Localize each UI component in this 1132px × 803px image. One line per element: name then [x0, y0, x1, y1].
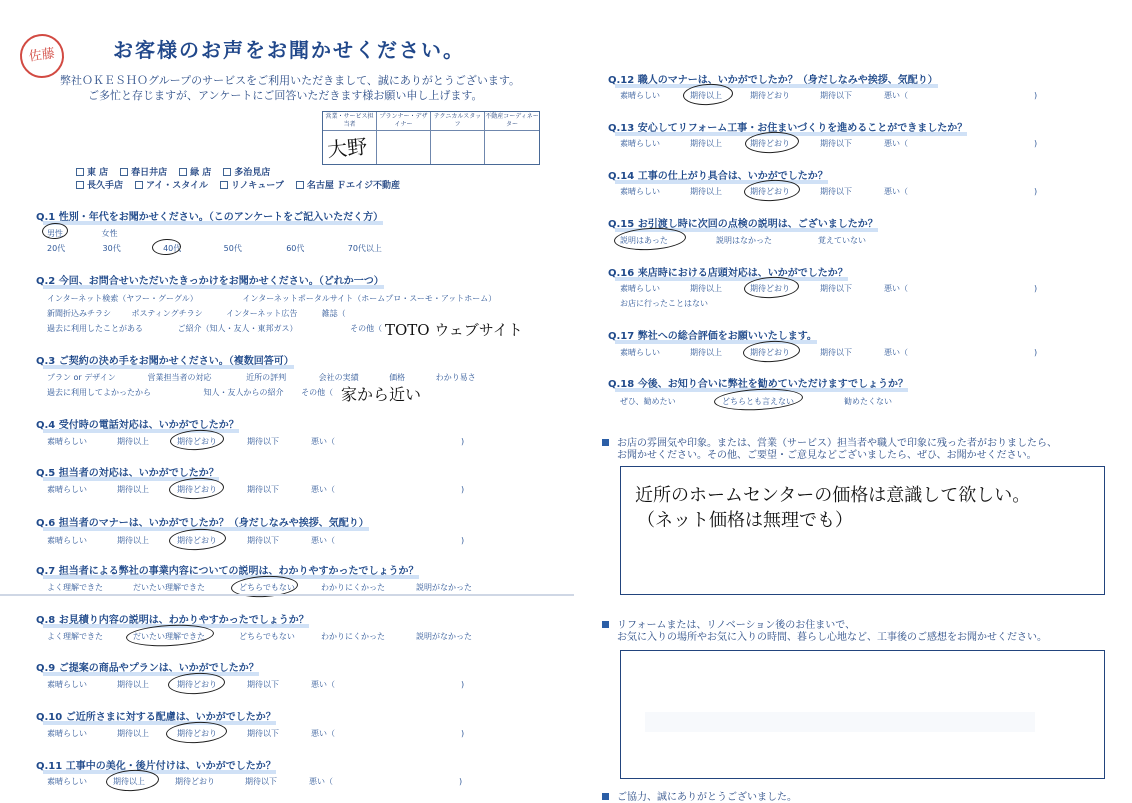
q13-options: [620, 138, 1037, 149]
q5-bad[interactable]: 悪い（: [311, 485, 335, 494]
store-i-style[interactable]: アイ・スタイル: [135, 180, 208, 193]
q16-label: Q.16 来店時における店頭対応は、いかがでしたか？: [608, 264, 848, 279]
staff-header-sales: 営業・サービス担当者: [323, 112, 377, 130]
q4-as-expected[interactable]: 期待どおり: [177, 437, 217, 446]
q18-no[interactable]: 勧めたくない: [844, 397, 892, 406]
q5-options: [47, 484, 464, 495]
q2-option-web-ad[interactable]: インターネット広告: [226, 309, 298, 318]
footer-bullet-icon: [602, 793, 609, 800]
q1-age-20[interactable]: 20代: [47, 244, 66, 253]
staff-cell-planner[interactable]: [377, 130, 431, 164]
q1-age-30[interactable]: 30代: [102, 244, 121, 253]
q2-options-row2: [47, 308, 346, 319]
seal-stamp: 佐藤: [17, 31, 67, 81]
q7-mostly-understood[interactable]: だいたい理解できた: [133, 583, 205, 592]
q4-close: ): [461, 437, 465, 446]
q9-label: Q.9 ご提案の商品やプランは、いかがでしたか？: [36, 659, 259, 674]
q2-option-past[interactable]: 過去に利用したことがある: [47, 324, 143, 333]
q1-option-male[interactable]: 男性: [47, 229, 63, 238]
q15-label: Q.15 お引渡し時に次回の点検の説明は、ございましたか？: [608, 215, 878, 230]
comment-box[interactable]: [620, 466, 1105, 595]
q10-above[interactable]: 期待以上: [117, 729, 149, 738]
reform-bullet-icon: [602, 621, 609, 628]
q16-close: ): [1034, 284, 1038, 293]
q8-mostly-understood[interactable]: だいたい理解できた: [133, 632, 205, 641]
q2-option-search[interactable]: インターネット検索（ヤフー・グーグル）: [47, 294, 198, 303]
q17-close: ): [1034, 348, 1038, 357]
q6-close: ): [461, 536, 465, 545]
q3-option-price[interactable]: 価格: [389, 373, 406, 382]
q14-label: Q.14 工事の仕上がり具合は、いかがでしたか？: [608, 167, 828, 182]
comment-bullet-icon: [602, 439, 609, 446]
q9-below[interactable]: 期待以下: [247, 680, 279, 689]
q16-options-extra: [620, 298, 708, 309]
q9-close: ): [461, 680, 465, 689]
faded-answer-area: [645, 712, 1035, 732]
q6-bad[interactable]: 悪い（: [311, 536, 335, 545]
q14-close: ): [1034, 187, 1038, 196]
q4-above[interactable]: 期待以上: [117, 437, 149, 446]
q5-excellent[interactable]: 素晴らしい: [47, 485, 87, 494]
q17-below[interactable]: 期待以下: [820, 348, 852, 357]
q1-option-female[interactable]: 女性: [101, 229, 118, 238]
q8-hard[interactable]: わかりにくかった: [321, 632, 385, 641]
q1-age-50[interactable]: 50代: [223, 244, 242, 253]
q14-excellent[interactable]: 素晴らしい: [620, 187, 660, 196]
q3-option-other[interactable]: その他（: [301, 388, 334, 397]
intro-line-1: 弊社ＯＫＥＳＨＯグループのサービスをご利用いただきまして、誠にありがとうございます。: [60, 74, 521, 87]
q16-below[interactable]: 期待以下: [820, 284, 852, 293]
q9-as-expected[interactable]: 期待どおり: [177, 680, 217, 689]
q13-label: Q.13 安心してリフォーム工事・お住まいづくりを進めることができましたか？: [608, 119, 967, 134]
q7-understood-well[interactable]: よく理解できた: [47, 583, 103, 592]
page-title: お客様のお声をお聞かせください。: [113, 38, 465, 62]
q6-as-expected[interactable]: 期待どおり: [177, 536, 217, 545]
q11-close: ): [459, 777, 463, 786]
store-nagoya-f-age[interactable]: 名古屋 Ｆエイジ不動産: [296, 180, 400, 193]
q13-close: ): [1034, 139, 1038, 148]
q3-option-sales-rep[interactable]: 営業担当者の対応: [147, 373, 212, 382]
q2-options-row3: [47, 323, 382, 334]
q2-option-referral[interactable]: ご紹介（知人・友人・東邦ガス）: [177, 324, 298, 333]
q12-below[interactable]: 期待以下: [820, 91, 852, 100]
q3-option-clarity[interactable]: わかり易さ: [435, 373, 476, 382]
staff-header-planner: プランナー・デザイナー: [377, 112, 431, 130]
q13-below[interactable]: 期待以下: [820, 139, 852, 148]
staff-signature: 大野: [326, 134, 369, 162]
q12-close: ): [1034, 91, 1038, 100]
q2-option-newspaper[interactable]: 新聞折込みチラシ: [47, 309, 111, 318]
intro-line-2: ご多忙と存じますが、アンケートにご回答いただきます様お願い申し上げます。: [88, 89, 483, 102]
q3-option-referral[interactable]: 知人・友人からの紹介: [203, 388, 284, 397]
q9-options: [47, 679, 464, 690]
q1-age-options: [47, 243, 382, 254]
q5-above[interactable]: 期待以上: [117, 485, 149, 494]
store-east[interactable]: 東 店: [76, 167, 108, 180]
q3-handwritten-answer: 家から近い: [341, 385, 422, 404]
comment-prompt: お店の雰囲気や印象。または、営業（サービス）担当者や職人で印象に残った者がおりましたら、 お聞かせください。その他、ご要望・ご意見などございましたら、ぜひ、お聞かせください。: [602, 438, 1057, 462]
q10-close: ): [461, 729, 465, 738]
q11-label: Q.11 工事中の美化・後片付けは、いかがでしたか？: [36, 757, 276, 772]
q14-above[interactable]: 期待以上: [690, 187, 722, 196]
q4-label: Q.4 受付時の電話対応は、いかがでしたか？: [36, 416, 239, 431]
store-kasugai[interactable]: 春日井店: [120, 167, 167, 180]
q10-options: [47, 728, 464, 739]
q1-label: Q.1 性別・年代をお聞かせください。（このアンケートをご記入いただく方）: [36, 208, 383, 223]
q9-bad[interactable]: 悪い（: [311, 680, 335, 689]
q10-below[interactable]: 期待以下: [247, 729, 279, 738]
q9-above[interactable]: 期待以上: [117, 680, 149, 689]
q2-option-posting[interactable]: ポスティングチラシ: [131, 309, 203, 318]
q18-neutral[interactable]: どちらとも言えない: [722, 397, 794, 406]
q14-bad[interactable]: 悪い（: [884, 187, 908, 196]
staff-cell-realestate[interactable]: [485, 130, 539, 164]
store-renocube[interactable]: リノキューブ: [220, 180, 284, 193]
store-midori[interactable]: 緑 店: [179, 167, 211, 180]
store-nagakute[interactable]: 長久手店: [76, 180, 123, 193]
q2-label: Q.2 今回、お問合せいただいたきっかけをお聞かせください。（どれか一つ）: [36, 272, 384, 287]
store-options: [76, 167, 400, 193]
q15-not-explained[interactable]: 説明はなかった: [716, 236, 772, 245]
q17-as-expected[interactable]: 期待どおり: [750, 348, 790, 357]
staff-header-tech: テクニカルスタッフ: [431, 112, 485, 130]
q6-options: [47, 535, 464, 546]
q15-do-not-remember[interactable]: 覚えていない: [818, 236, 866, 245]
comment-handwriting-line-2: （ネット価格は無理でも）: [637, 510, 853, 531]
q3-option-track-record[interactable]: 会社の実績: [318, 373, 359, 382]
q2-option-magazine[interactable]: 雑誌（: [321, 309, 346, 318]
q7-neutral[interactable]: どちらでもない: [239, 583, 295, 592]
q11-excellent[interactable]: 素晴らしい: [47, 777, 87, 786]
q17-excellent[interactable]: 素晴らしい: [620, 348, 660, 357]
q4-below[interactable]: 期待以下: [247, 437, 279, 446]
q7-hard[interactable]: わかりにくかった: [321, 583, 385, 592]
q12-above[interactable]: 期待以上: [690, 91, 722, 100]
store-tajimi[interactable]: 多治見店: [223, 167, 270, 180]
q8-none[interactable]: 説明がなかった: [416, 632, 472, 641]
q14-below[interactable]: 期待以下: [820, 187, 852, 196]
q17-options: [620, 347, 1037, 358]
q4-options: [47, 436, 464, 447]
q2-option-other[interactable]: その他（: [350, 324, 383, 333]
q3-option-reputation[interactable]: 近所の評判: [246, 373, 287, 382]
q17-label: Q.17 弊社への総合評価をお願いいたします。: [608, 327, 817, 342]
q2-option-portal[interactable]: インターネットポータルサイト（ホームプロ・スーモ・アットホーム）: [242, 294, 497, 303]
q4-bad[interactable]: 悪い（: [311, 437, 335, 446]
q9-excellent[interactable]: 素晴らしい: [47, 680, 87, 689]
q11-as-expected[interactable]: 期待どおり: [175, 777, 215, 786]
staff-cell-tech[interactable]: [431, 130, 485, 164]
footer-thanks: ご協力、誠にありがとうございました。: [602, 788, 797, 803]
q13-as-expected[interactable]: 期待どおり: [750, 139, 790, 148]
q14-as-expected[interactable]: 期待どおり: [750, 187, 790, 196]
fold-divider: [0, 594, 574, 596]
q3-options-row2: [47, 387, 333, 398]
q11-below[interactable]: 期待以下: [245, 777, 277, 786]
q16-as-expected[interactable]: 期待どおり: [750, 284, 790, 293]
q10-bad[interactable]: 悪い（: [311, 729, 335, 738]
q12-label: Q.12 職人のマナーは、いかがでしたか？（身だしなみや挨拶、気配り）: [608, 71, 938, 86]
q6-below[interactable]: 期待以下: [247, 536, 279, 545]
q16-excellent[interactable]: 素晴らしい: [620, 284, 660, 293]
q2-options-row1: [47, 293, 496, 304]
q3-option-plan[interactable]: プラン or デザイン: [47, 373, 116, 382]
q18-definitely[interactable]: ぜひ、勧めたい: [620, 397, 676, 406]
q16-options: [620, 283, 1037, 294]
q15-explained[interactable]: 説明はあった: [620, 236, 668, 245]
q16-above[interactable]: 期待以上: [690, 284, 722, 293]
reform-prompt: リフォームまたは、リノベーション後のお住まいで、 お気に入りの場所やお気に入りの時間、暮らし心地など、工事後のご感想をお聞かせください。: [602, 620, 1047, 644]
q16-never-visited[interactable]: お店に行ったことはない: [620, 299, 708, 308]
q6-excellent[interactable]: 素晴らしい: [47, 536, 87, 545]
q12-as-expected[interactable]: 期待どおり: [750, 91, 790, 100]
q11-above[interactable]: 期待以上: [113, 777, 145, 786]
q17-above[interactable]: 期待以上: [690, 348, 722, 357]
q12-bad[interactable]: 悪い（: [884, 91, 908, 100]
q8-neutral[interactable]: どちらでもない: [239, 632, 295, 641]
q7-none[interactable]: 説明がなかった: [416, 583, 472, 592]
q14-options: [620, 186, 1037, 197]
q1-age-40[interactable]: 40代: [163, 244, 182, 253]
q6-above[interactable]: 期待以上: [117, 536, 149, 545]
q11-bad[interactable]: 悪い（: [309, 777, 333, 786]
q6-selection-circle: [168, 528, 226, 552]
q10-as-expected[interactable]: 期待どおり: [177, 729, 217, 738]
q13-excellent[interactable]: 素晴らしい: [620, 139, 660, 148]
q1-age-60[interactable]: 60代: [286, 244, 305, 253]
q8-understood-well[interactable]: よく理解できた: [47, 632, 103, 641]
q2-handwritten-answer: TOTO ウェブサイト: [385, 321, 523, 339]
q8-options: [47, 631, 472, 642]
q17-bad[interactable]: 悪い（: [884, 348, 908, 357]
q6-label: Q.6 担当者のマナーは、いかがでしたか？（身だしなみや挨拶、気配り）: [36, 514, 369, 529]
q5-label: Q.5 担当者の対応は、いかがでしたか？: [36, 464, 219, 479]
q8-label: Q.8 お見積り内容の説明は、わかりやすかったでしょうか？: [36, 611, 309, 626]
q16-bad[interactable]: 悪い（: [884, 284, 908, 293]
q4-excellent[interactable]: 素晴らしい: [47, 437, 87, 446]
q13-above[interactable]: 期待以上: [690, 139, 722, 148]
q10-label: Q.10 ご近所さまに対する配慮は、いかがでしたか？: [36, 708, 276, 723]
q1-age-70-plus[interactable]: 70代以上: [347, 244, 382, 253]
staff-header-realestate: 不動産コーディネーター: [485, 113, 539, 128]
q3-label: Q.3 ご契約の決め手をお聞かせください。（複数回答可）: [36, 352, 294, 367]
q5-close: ): [461, 485, 465, 494]
q13-bad[interactable]: 悪い（: [884, 139, 908, 148]
q18-label: Q.18 今後、お知り合いに弊社を勧めていただけますでしょうか？: [608, 375, 908, 390]
q12-excellent[interactable]: 素晴らしい: [620, 91, 660, 100]
comment-handwriting-line-1: 近所のホームセンターの価格は意識して欲しい。: [635, 485, 1031, 506]
q5-as-expected[interactable]: 期待どおり: [177, 485, 217, 494]
q3-option-past[interactable]: 過去に利用してよかったから: [47, 388, 151, 397]
q7-label: Q.7 担当者による弊社の事業内容についての説明は、わかりやすかったでしょうか？: [36, 562, 419, 577]
q10-excellent[interactable]: 素晴らしい: [47, 729, 87, 738]
q5-below[interactable]: 期待以下: [247, 485, 279, 494]
